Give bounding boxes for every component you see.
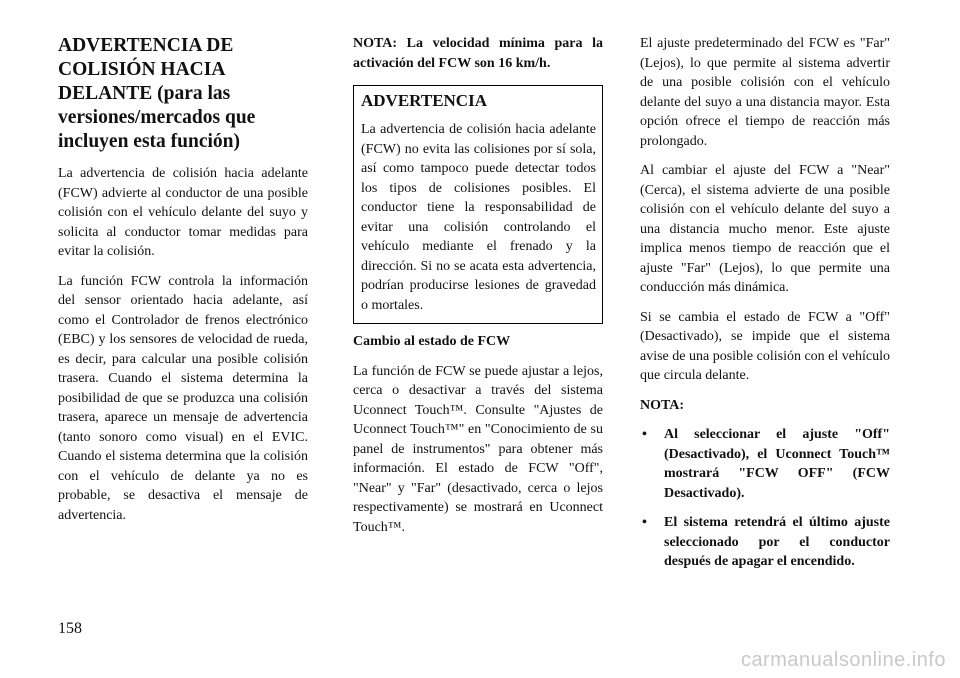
note-label: NOTA: bbox=[640, 397, 685, 413]
off-setting-paragraph: Si se cambia el estado de FCW a "Off" (Desactivado), se impide que el sistema avise de una posible colisión con el vehículo que circula delante. bbox=[640, 309, 890, 383]
bullet-icon: • bbox=[642, 515, 647, 530]
note-list bbox=[640, 425, 890, 572]
near-setting-paragraph: Al cambiar el ajuste del FCW a "Near" (Cerca), el sistema advierte de una posible colisión con el vehículo delante del suyo a una distancia mucho menor. Este ajuste implica menos tiempo de reacción que el ajuste "Far" (Lejos), lo que permite una conducción más dinámica. bbox=[640, 163, 890, 295]
column-right bbox=[640, 34, 890, 582]
list-item-text: El sistema retendrá el último ajuste seleccionado por el conductor después de apagar el encendido. bbox=[664, 515, 890, 569]
function-paragraph: La función FCW controla la información del sensor orientado hacia adelante, así como el Controlador de frenos electrónico (EBC) y los sensores de velocidad de rueda, es decir, para calcular una posible colisión trasera. Cuando el sistema determina la posibilidad de que se produzca una colisión trasera, aparece un mensaje de advertencia (tanto sonoro como visual) en el EVIC. Cuando el sistema determina que la colisión con el vehículo de delante ya no es probable, se desactiva el mensaje de advertencia. bbox=[58, 273, 308, 523]
list-item bbox=[640, 425, 890, 503]
speed-note: NOTA: La velocidad mínima para la activación del FCW son 16 km/h. bbox=[353, 36, 603, 71]
intro-paragraph: La advertencia de colisión hacia adelante (FCW) advierte al conductor de una posible colisión con el vehículo delante del suyo y solicita al conductor tomar medidas para evitar la colisión. bbox=[58, 166, 308, 259]
list-item-text: Al seleccionar el ajuste "Off" (Desactivado), el Uconnect Touch™ mostrará "FCW OFF" (FCW Desactivado). bbox=[664, 427, 890, 501]
page-number: 158 bbox=[58, 620, 82, 637]
warning-box bbox=[353, 85, 603, 324]
column-left bbox=[58, 34, 308, 535]
section-heading: ADVERTENCIA DE COLISIÓN HACIA DELANTE (para las versiones/mercados que incluyen esta función) bbox=[58, 35, 256, 152]
far-setting-paragraph: El ajuste predeterminado del FCW es "Far" (Lejos), lo que permite al sistema advertir de una posible colisión con el vehículo delante del suyo a una distancia mayor. Esta opción ofrece el tiempo de reacción más prolongado. bbox=[640, 36, 890, 149]
column-middle bbox=[353, 34, 603, 547]
warning-text: La advertencia de colisión hacia adelante (FCW) no evita las colisiones por sí sola, así como tampoco puede detectar todos los tipos de colisiones posibles. El conductor tiene la responsabilidad de evitar una colisión controlando el vehículo mediante el frenado y la dirección. Si no se acata esta advertencia, podrían producirse lesiones de gravedad o mortales. bbox=[361, 122, 596, 313]
list-item bbox=[640, 513, 890, 572]
warning-title: ADVERTENCIA bbox=[361, 91, 487, 110]
bullet-icon: • bbox=[642, 427, 647, 442]
watermark: carmanualsonline.info bbox=[740, 649, 946, 671]
settings-paragraph: La función de FCW se puede ajustar a lejos, cerca o desactivar a través del sistema Uconnect Touch™. Consulte "Ajustes de Uconnect Touch™" en "Conocimiento de su panel de instrumentos" para obtener más información. El estado de FCW "Off", "Near" y "Far" (desactivado, cerca o lejos respectivamente) se mostrará en Uconnect Touch™. bbox=[353, 363, 603, 535]
subsection-heading: Cambio al estado de FCW bbox=[353, 334, 511, 349]
